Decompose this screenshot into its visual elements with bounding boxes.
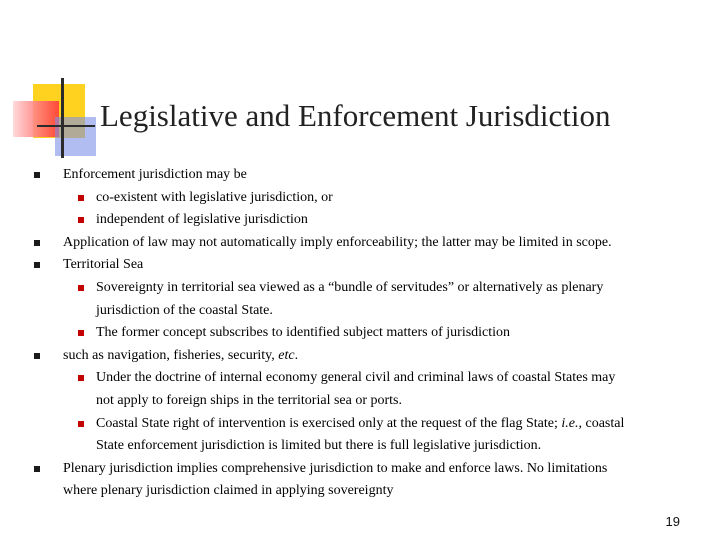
sub-bullet-item <box>0 187 720 210</box>
bullet-item <box>0 345 720 368</box>
bullet-text: jurisdiction of the coastal State. <box>96 302 273 318</box>
bullet-item <box>0 480 720 503</box>
logo-vertical-line <box>61 78 64 158</box>
sub-bullet-item <box>0 277 720 300</box>
bullet-marker-icon <box>78 217 84 223</box>
bullet-text: The former concept subscribes to identified subject matters of jurisdiction <box>96 325 511 341</box>
bullet-marker-icon <box>34 262 40 268</box>
bullet-text: Application of law may not automatically imply enforceability; the latter may be limited in scope. <box>63 234 612 250</box>
bullet-marker-icon <box>78 195 84 201</box>
page-number: 19 <box>665 514 680 529</box>
sub-bullet-item <box>0 390 720 413</box>
bullet-marker-icon <box>78 421 84 427</box>
bullet-text: such as navigation, fisheries, security, etc. <box>63 347 299 363</box>
sub-bullet-item <box>0 413 720 436</box>
sub-bullet-item <box>0 367 720 390</box>
bullet-text: Sovereignty in territorial sea viewed as a “bundle of servitudes” or alternatively as plenary <box>96 279 604 295</box>
bullet-marker-icon <box>78 330 84 336</box>
sub-bullet-item <box>0 322 720 345</box>
bullet-item <box>0 458 720 481</box>
bullet-text: Plenary jurisdiction implies comprehensive jurisdiction to make and enforce laws. No limitations <box>63 460 608 476</box>
slide-title: Legislative and Enforcement Jurisdiction <box>100 98 611 133</box>
bullet-text: State enforcement jurisdiction is limited but there is full legislative jurisdiction. <box>96 438 542 454</box>
bullet-text: not apply to foreign ships in the territorial sea or ports. <box>96 392 402 408</box>
bullet-text: Territorial Sea <box>63 257 144 273</box>
bullet-text: Under the doctrine of internal economy general civil and criminal laws of coastal States may <box>96 370 616 386</box>
bullet-item <box>0 232 720 255</box>
logo-horizontal-line <box>37 125 95 127</box>
bullet-marker-icon <box>78 375 84 381</box>
bullet-text: where plenary jurisdiction claimed in applying sovereignty <box>63 483 394 499</box>
bullet-text: co-existent with legislative jurisdiction, or <box>96 189 333 205</box>
slide-body <box>0 164 720 503</box>
bullet-text: Coastal State right of intervention is exercised only at the request of the flag State; i.e., coastal <box>96 415 625 431</box>
bullet-marker-icon <box>34 240 40 246</box>
sub-bullet-item <box>0 300 720 323</box>
bullet-marker-icon <box>34 172 40 178</box>
sub-bullet-item <box>0 435 720 458</box>
bullet-item <box>0 164 720 187</box>
bullet-text: Enforcement jurisdiction may be <box>63 167 247 182</box>
bullet-item <box>0 254 720 277</box>
bullet-marker-icon <box>78 285 84 291</box>
bullet-text: independent of legislative jurisdiction <box>96 212 308 228</box>
bullet-marker-icon <box>34 466 40 472</box>
logo-red-square <box>13 101 59 137</box>
bullet-marker-icon <box>34 353 40 359</box>
sub-bullet-item <box>0 209 720 232</box>
